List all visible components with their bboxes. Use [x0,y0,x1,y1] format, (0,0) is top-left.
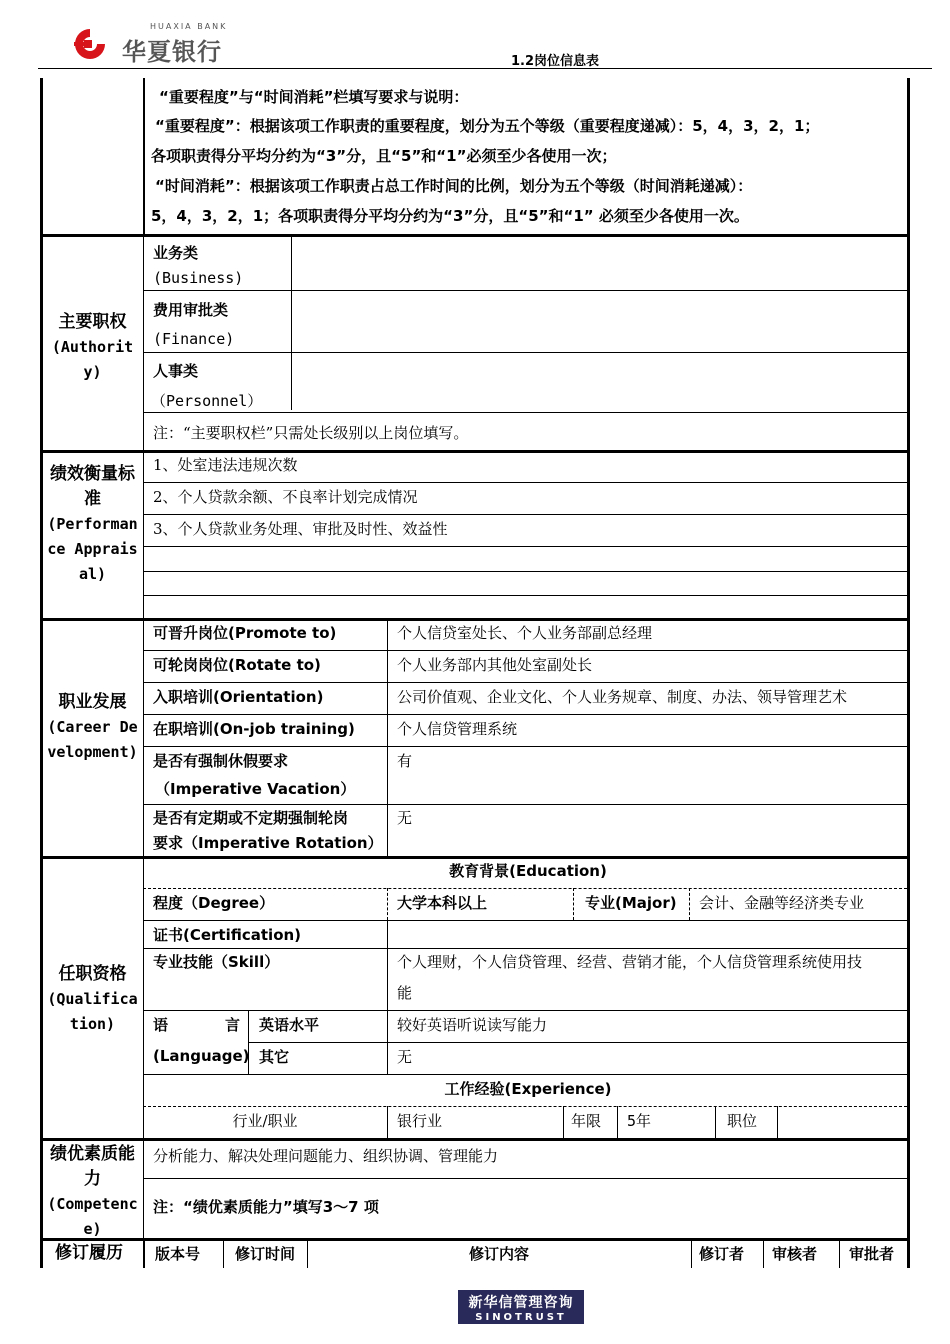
performance-item: 2、个人贷款余额、不良率计划完成情况 [153,488,418,506]
bank-name-en: HUAXIA BANK [150,22,228,31]
skill-value-cont: 能 [397,984,413,1002]
career-vacation-label-en: （Imperative Vacation） [155,780,356,798]
authority-personnel-label: 人事类 [153,362,199,380]
competence-note: 注：“绩优素质能力”填写3～7 项 [153,1198,379,1216]
language-label: 言 [225,1016,241,1034]
career-orientation-value: 公司价值观、企业文化、个人业务规章、制度、办法、领导管理艺术 [397,688,848,706]
major-label: 专业(Major) [585,894,677,912]
experience-header: 工作经验(Experience) [444,1080,612,1098]
skill-value: 个人理财，个人信贷管理、经营、营销才能，个人信贷管理系统使用技 [397,953,863,971]
industry-label: 行业/职业 [232,1112,298,1130]
performance-item: 1、处室违法违规次数 [153,456,298,474]
authority-note: 注：“主要职权栏”只需处长级别以上岗位填写。 [153,424,469,442]
authority-finance-label-en: (Finance) [153,330,235,348]
competence-value: 分析能力、解决处理问题能力、组织协调、管理能力 [153,1147,499,1165]
skill-label: 专业技能（Skill） [153,953,280,971]
authority-business-label-en: (Business) [153,269,244,287]
career-vacation-value: 有 [397,752,413,770]
degree-value: 大学本科以上 [397,894,488,912]
career-rotation-value: 无 [397,809,413,827]
qualification-section-title: 任职资格 (Qualification) [47,964,138,1033]
notes-line: 5，4，3，2，1；各项职责得分平均分约为“3”分，且“5”和“1” 必须至少各使用一次。 [151,207,749,225]
revision-col-version: 版本号 [155,1245,201,1263]
certification-label: 证书(Certification) [153,926,302,944]
revision-col-reviewer: 审核者 [772,1245,818,1263]
sinotrust-logo [458,1290,584,1324]
performance-item: 3、个人贷款业务处理、审批及时性、效益性 [153,520,448,538]
performance-section-title: 绩效衡量标准 (Performance Appraisal) [47,464,138,583]
career-vacation-label: 是否有强制休假要求 [153,752,289,770]
notes-line: “重要程度”与“时间消耗”栏填写要求与说明： [159,88,469,106]
revision-section-title: 修订履历 [55,1243,123,1263]
years-value: 5年 [627,1112,652,1130]
degree-label: 程度（Degree） [153,894,275,912]
revision-col-date: 修订时间 [235,1245,296,1263]
authority-finance-label: 费用审批类 [153,301,229,319]
revision-col-content: 修订内容 [468,1245,529,1263]
sinotrust-logo-en: SINOTRUST [475,1312,567,1323]
english-label: 英语水平 [259,1016,320,1034]
career-rotation-label-en: 要求（Imperative Rotation） [153,834,383,852]
career-promote-value: 个人信贷室处长、个人业务部副总经理 [397,624,653,642]
industry-value: 银行业 [397,1112,443,1130]
language-label-en: (Language) [153,1047,250,1065]
authority-business-label: 业务类 [153,244,199,262]
revision-col-approver: 审批者 [849,1245,895,1263]
notes-line: “时间消耗”：根据该项工作职责占总工作时间的比例，划分为五个等级（时间消耗递减）： [155,177,753,195]
bank-name-cn: 华夏银行 [122,38,222,66]
education-header: 教育背景(Education) [449,862,607,880]
other-language-label: 其它 [259,1048,290,1066]
english-value: 较好英语听说读写能力 [397,1016,548,1034]
notes-line: 各项职责得分平均分约为“3”分，且“5”和“1”必须至少各使用一次； [151,147,617,165]
job-info-table [40,78,910,1268]
header-divider [38,68,932,69]
career-orientation-label: 入职培训(Orientation) [153,688,324,706]
authority-personnel-label-en: （Personnel） [151,392,263,410]
major-value: 会计、金融等经济类专业 [699,894,865,912]
career-rotate-value: 个人业务部内其他处室副处长 [397,656,593,674]
career-onjob-value: 个人信贷管理系统 [397,720,518,738]
career-promote-label: 可晋升岗位(Promote to) [153,624,337,642]
revision-col-reviser: 修订者 [699,1245,745,1263]
other-language-value: 无 [397,1048,413,1066]
career-rotation-label: 是否有定期或不定期强制轮岗 [153,809,349,827]
career-section-title: 职业发展 (Career Development) [47,692,138,761]
document-title: 1.2岗位信息表 [511,54,600,69]
years-label: 年限 [571,1112,602,1130]
page-header [0,0,950,72]
sinotrust-logo-cn: 新华信管理咨询 [468,1295,574,1311]
career-rotate-label: 可轮岗岗位(Rotate to) [153,656,321,674]
position-label: 职位 [727,1112,758,1130]
career-onjob-label: 在职培训(On-job training) [153,720,355,738]
competence-section-title: 绩优素质能力 (Competence) [47,1144,138,1238]
huaxia-bank-logo-icon [70,26,110,62]
language-label: 语 [153,1016,169,1034]
authority-section-title: 主要职权 (Authority) [51,312,134,381]
notes-line: “重要程度”：根据该项工作职责的重要程度，划分为五个等级（重要程度递减）：5，4，3，2，1； [155,117,820,135]
